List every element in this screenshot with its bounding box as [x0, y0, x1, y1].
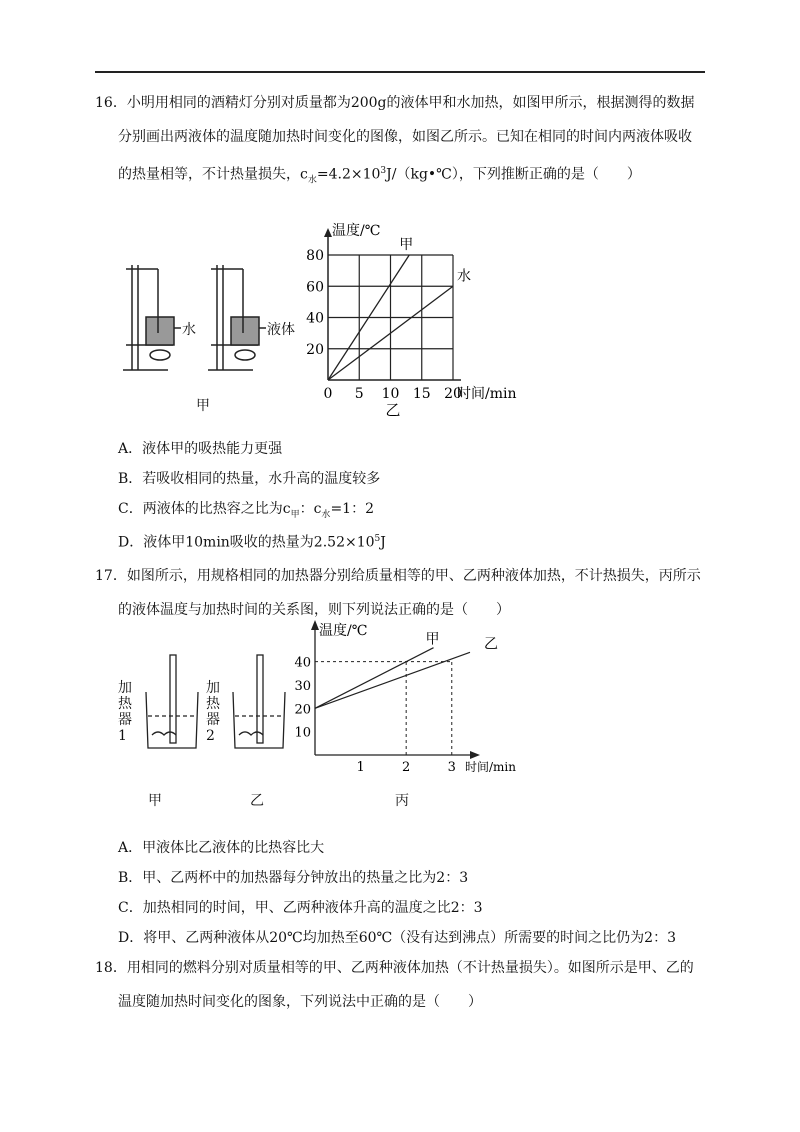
q18-line-1: 18．用相同的燃料分别对质量相等的甲、乙两种液体加热（不计热量损失）。如图所示是甲、乙的 — [95, 960, 694, 976]
q16-chart — [290, 225, 550, 424]
question-18 — [95, 951, 715, 1019]
y-tick-label: 40 — [294, 655, 311, 671]
x-axis-label: 时间/min — [457, 386, 517, 402]
x-tick-label: 1 — [356, 760, 365, 775]
y-tick-label: 80 — [306, 248, 324, 264]
q16-line-2: 分别画出两液体的温度随加热时间变化的图像，如图乙所示。已知在相同的时间内两液体吸收 — [118, 129, 692, 145]
q18-line-2: 温度随加热时间变化的图象，下列说法中正确的是（ ） — [118, 994, 482, 1010]
y-axis-label: 温度/℃ — [332, 223, 381, 239]
x-tick-label: 10 — [381, 386, 400, 402]
figure-caption-jia: 甲 — [196, 398, 210, 414]
y-axis-arrow — [324, 228, 332, 237]
caption-bing: 丙 — [395, 793, 409, 809]
q17-chart — [290, 615, 516, 784]
x-tick-label: 3 — [447, 760, 456, 775]
y-tick-label: 30 — [294, 679, 311, 694]
series-line-0 — [315, 648, 434, 709]
x-tick-label: 5 — [354, 386, 364, 402]
q16-option-c: C．两液体的比热容之比为$c_甲$：$c_水=1$：2 — [118, 501, 374, 520]
q17-option-c: C．加热相同的时间，甲、乙两种液体升高的温度之比2：3 — [118, 900, 483, 916]
q17-beakers-figure — [118, 650, 293, 764]
q16-chart-svg — [290, 225, 550, 420]
x-tick-label: 0 — [323, 386, 333, 402]
y-tick-label: 20 — [306, 341, 324, 358]
x-tick-label: 2 — [402, 760, 411, 775]
figure-caption-yi: 乙 — [385, 401, 401, 419]
q16-line-3: 的热量相等，不计热量损失，$c_水=4.2\times 10^3J/(kg•℃)$，下列推断正确的是（ ） — [118, 166, 641, 186]
y-tick-label: 60 — [306, 279, 324, 296]
caption-jia: 甲 — [148, 793, 162, 809]
series-label: 甲 — [399, 237, 414, 253]
series-label: 水 — [457, 268, 471, 285]
y-axis-arrow — [311, 620, 319, 630]
x-axis-arrow — [470, 751, 480, 759]
y-tick-label: 40 — [306, 310, 324, 327]
q16-option-a: A．液体甲的吸热能力更强 — [118, 441, 283, 457]
q17-option-d: D．将甲、乙两种液体从20℃均加热至60℃（没有达到沸点）所需要的时间之比仍为2：3 — [118, 930, 676, 946]
x-axis-label: 时间/min — [465, 760, 516, 774]
top-rule — [95, 71, 705, 73]
q17-option-a: A．甲液体比乙液体的比热容比大 — [118, 840, 325, 856]
water-label: 水 — [182, 322, 196, 338]
series-line-1 — [315, 652, 470, 708]
liquid-label: 液体 — [267, 322, 295, 338]
question-16 — [95, 86, 715, 197]
q17-line-1: 17．如图所示，用规格相同的加热器分别给质量相等的甲、乙两种液体加热，不计热损失，丙所示 — [95, 568, 701, 584]
q16-line-1: 16．小明用相同的酒精灯分别对质量都为200g的液体甲和水加热，如图甲所示，根据测得的数据 — [95, 95, 695, 111]
heater-1-label: 加 热 器 1 — [118, 680, 132, 744]
q16-apparatus-figure — [118, 255, 298, 414]
q17-option-b: B．甲、乙两杯中的加热器每分钟放出的热量之比为2：3 — [118, 870, 469, 886]
y-tick-label: 20 — [294, 702, 311, 718]
series-label: 甲 — [425, 631, 440, 648]
caption-yi: 乙 — [250, 793, 264, 809]
x-tick-label: 15 — [412, 386, 431, 402]
y-tick-label: 10 — [294, 725, 311, 741]
heater-2-label: 加 热 器 2 — [206, 680, 220, 744]
y-axis-label: 温度/℃ — [319, 623, 368, 639]
x-tick-label: 20 — [444, 386, 462, 402]
q16-option-d: D．液体甲10min吸收的热量为$2.52\times 10^5J$ — [118, 534, 386, 551]
q17-line-2: 的液体温度与加热时间的关系图，则下列说法正确的是（ ） — [118, 602, 510, 618]
q17-chart-svg — [290, 615, 516, 780]
series-label: 乙 — [484, 636, 498, 653]
q16-option-b: B．若吸收相同的热量，水升高的温度较多 — [118, 471, 381, 487]
